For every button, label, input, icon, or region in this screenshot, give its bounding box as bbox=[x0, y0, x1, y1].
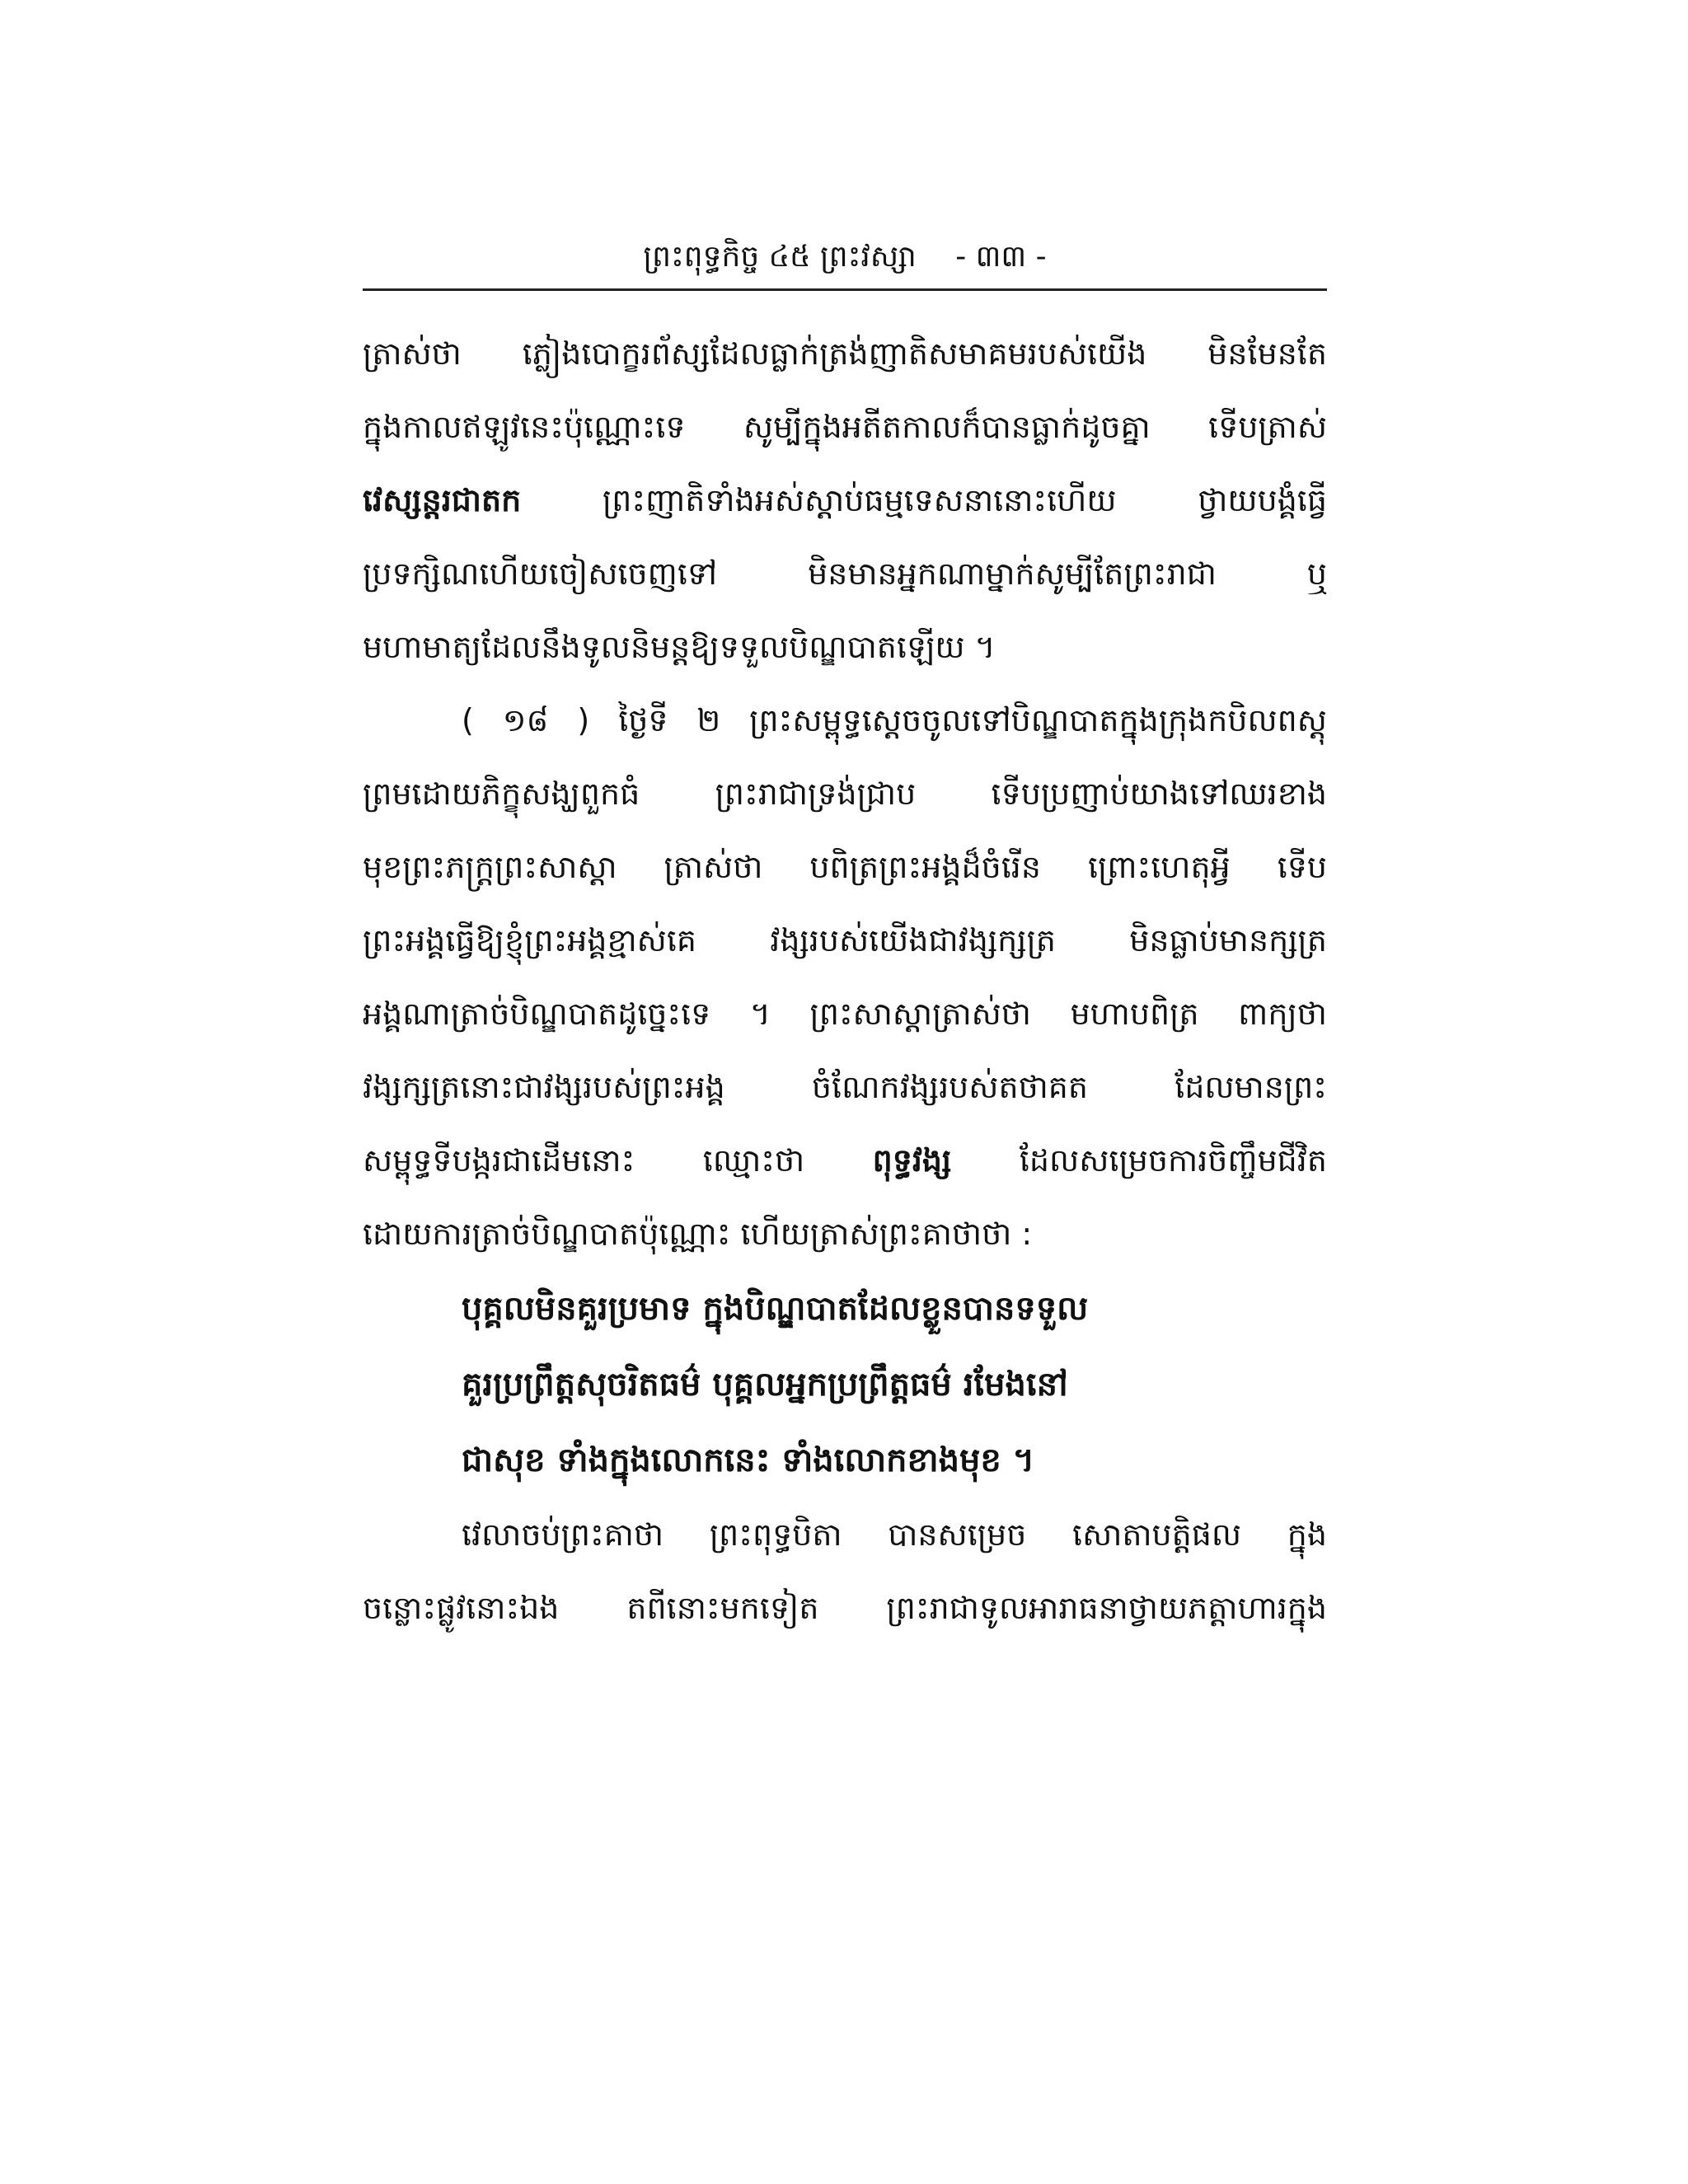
verse-line-2: គួរប្រព្រឹត្តសុចរិតធម៌ បុគ្គលអ្នកប្រព្រឹត្តធម៌ រមែងនៅ bbox=[462, 1366, 1068, 1404]
paragraph-2-line-6: វង្សក្សត្រនោះជាវង្សរបស់ព្រះអង្គ ចំណែកវង្សរបស់តថាគត ដែលមានព្រះ bbox=[363, 1069, 1327, 1105]
header-title: ព្រះពុទ្ធកិច្ច ៤៥ ព្រះវស្សា bbox=[643, 240, 917, 274]
paragraph-2-line-8: ដោយការត្រាច់បិណ្ឌបាតប៉ុណ្ណោះ ហើយត្រាស់ព្រះគាថាថា : bbox=[363, 1216, 1033, 1252]
paragraph-1-line-3 bbox=[363, 464, 1327, 537]
verse-line-3: ជាសុខ ទាំងក្នុងលោកនេះ ទាំងលោកខាងមុខ ។ bbox=[462, 1441, 1035, 1479]
jataka-title: វេស្សន្តរជាតក bbox=[363, 482, 522, 518]
page-number: - ៣៣ - bbox=[955, 240, 1047, 274]
paragraph-3-line-1: វេលាចប់ព្រះគាថា ព្រះពុទ្ធបិតា បានសម្រេច សោតាបត្តិផល ក្នុង bbox=[462, 1516, 1327, 1553]
paragraph-2-line-4: ព្រះអង្គធ្វើឱ្យខ្ញុំព្រះអង្គខ្មាស់គេ វង្សរបស់យើងជាវង្សក្សត្រ មិនធ្លាប់មានក្សត្រ bbox=[363, 922, 1327, 958]
paragraph-2-line-2: ព្រមដោយភិក្ខុសង្ឃពួកធំ ព្រះរាជាទ្រង់ជ្រាប ទើបប្រញាប់យាងទៅឈរខាង bbox=[363, 776, 1327, 812]
paragraph-3-line-2: ចន្លោះផ្លូវនោះឯង តពីនោះមកទៀត ព្រះរាជាទូលអារាធនាថ្វាយភត្តាហារក្នុង bbox=[363, 1590, 1327, 1626]
verse-line-1: បុគ្គលមិនគួរប្រមាទ ក្នុងបិណ្ឌបាតដែលខ្លួនបានទទួល bbox=[462, 1290, 1089, 1328]
paragraph-1-line-4: ប្រទក្សិណហើយចៀសចេញទៅ មិនមានអ្នកណាម្នាក់សូម្បីតែព្រះរាជា ឬ bbox=[363, 555, 1327, 592]
paragraph-2-line-7 bbox=[363, 1124, 1327, 1197]
paragraph-2-line-1: ( ១៨ ) ថ្ងៃទី ២ ព្រះសម្ពុទ្ធស្តេចចូលទៅបិណ្ឌបាតក្នុងក្រុងកបិលពស្តុ bbox=[462, 702, 1327, 738]
paragraph-2-line-7-rest: ដែលសម្រេចការចិញ្ចឹមជីវិត bbox=[951, 1142, 1327, 1179]
running-header bbox=[363, 232, 1327, 282]
paragraph-2-line-5: អង្គណាត្រាច់បិណ្ឌបាតដូច្នេះទេ ។ ព្រះសាស្តាត្រាស់ថា មហាបពិត្រ ពាក្យថា bbox=[363, 996, 1327, 1032]
paragraph-1-line-3-rest: ព្រះញាតិទាំងអស់ស្តាប់ធម្មទេសនានោះហើយ ថ្វាយបង្គំធ្វើ bbox=[521, 482, 1327, 518]
paragraph-1-line-2: ក្នុងកាលឥឡូវនេះប៉ុណ្ណោះទេ សូម្បីក្នុងអតីតកាលក៏បានធ្លាក់ដូចគ្នា ទើបត្រាស់ bbox=[363, 409, 1327, 445]
paragraph-2-line-3: មុខព្រះភក្រ្តព្រះសាស្តា ត្រាស់ថា បពិត្រព្រះអង្គដ៏ចំរើន ព្រោះហេតុអ្វី ទើប bbox=[363, 849, 1327, 885]
paragraph-2-line-7-pre: សម្ពុទ្ធទីបង្ករជាដើមនោះ ឈ្មោះថា bbox=[363, 1142, 873, 1179]
header-divider bbox=[363, 288, 1327, 291]
body-text bbox=[363, 317, 1327, 1645]
paragraph-1-line-5: មហាមាត្យដែលនឹងទូលនិមន្តឱ្យទទួលបិណ្ឌបាតឡើយ ។ bbox=[363, 629, 996, 665]
buddhavamsa-term: ពុទ្ធវង្ស bbox=[872, 1142, 952, 1179]
paragraph-1-line-1: ត្រាស់ថា ភ្លៀងបោក្ខរព័ស្សដែលធ្លាក់ត្រង់ញាតិសមាគមរបស់យើង មិនមែនតែ bbox=[363, 335, 1327, 372]
